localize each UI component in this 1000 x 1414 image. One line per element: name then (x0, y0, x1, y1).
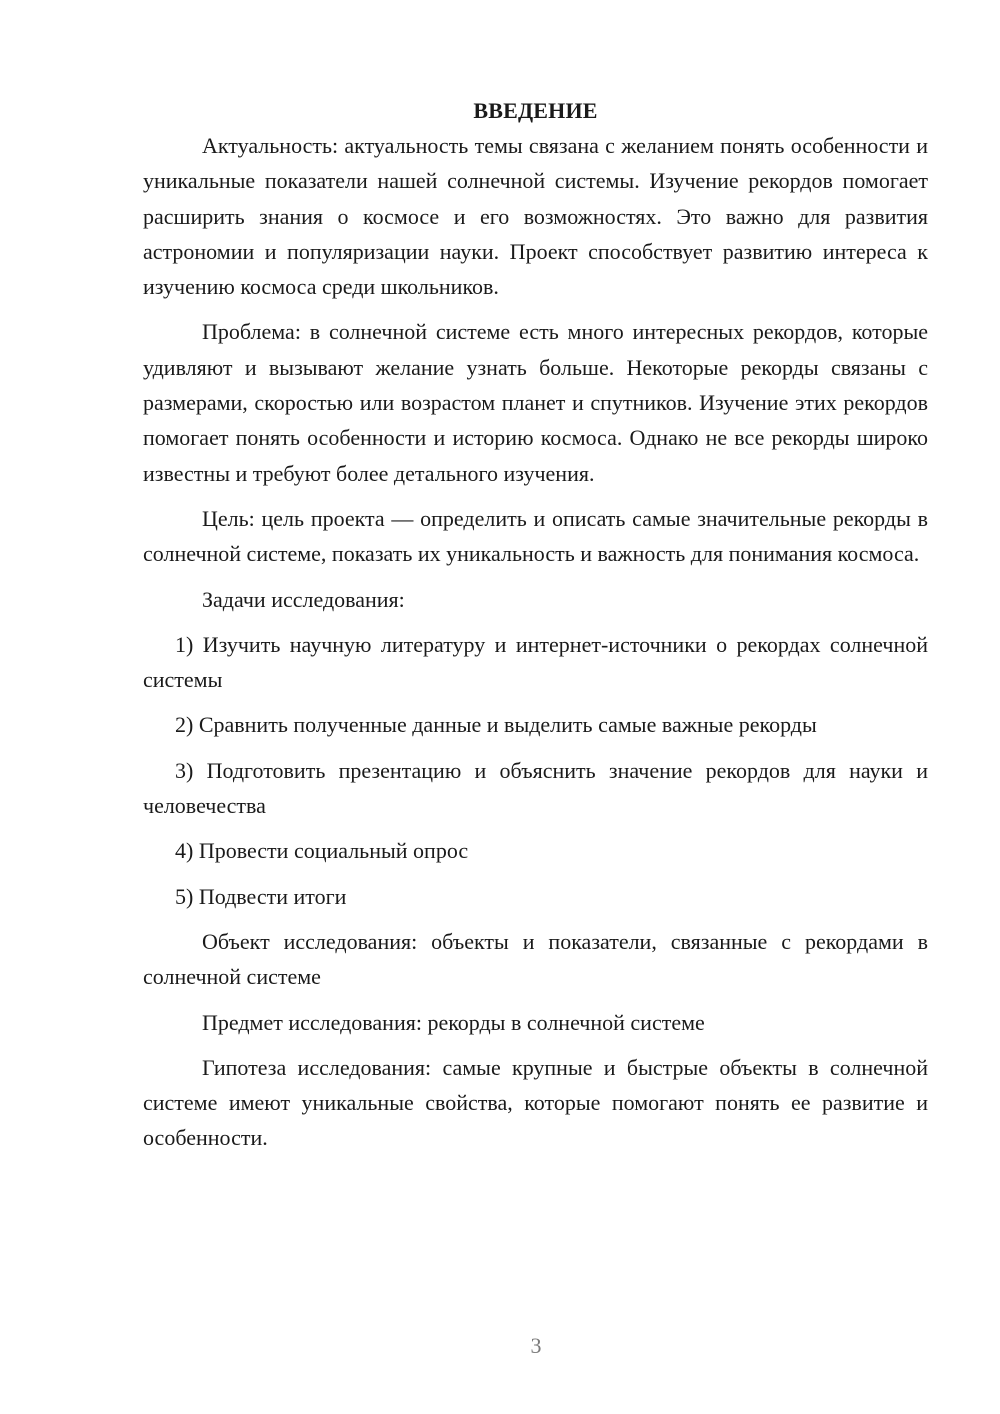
goal-paragraph: Цель: цель проекта — определить и описать самые значительные рекорды в солнечной системе, показать их уникальность и важность для понимания космоса. (143, 505, 928, 567)
task-item-2: 2) Сравнить полученные данные и выделить самые важные рекорды (175, 712, 817, 738)
relevance-paragraph: Актуальность: актуальность темы связана с желанием понять особенности и уникальные показатели нашей солнечной системы. Изучение рекордов помогает расширить знания о космосе и его возможностях. Это важно для развития астрономии и популяризации науки. Проект способствует развитию интереса к изучению космоса среди школьников. (143, 133, 928, 300)
page-content (143, 93, 928, 1166)
hypothesis-paragraph: Гипотеза исследования: самые крупные и быстрые объекты в солнечной системе имеют уникальные свойства, которые помогают понять ее развитие и особенности. (143, 1054, 928, 1151)
task-item-4: 4) Провести социальный опрос (175, 838, 469, 864)
object-paragraph: Объект исследования: объекты и показатели, связанные с рекордами в солнечной системе (143, 928, 928, 990)
task-item-1: 1) Изучить научную литературу и интернет-источники о рекордах солнечной системы (143, 631, 928, 693)
problem-paragraph: Проблема: в солнечной системе есть много интересных рекордов, которые удивляют и вызывают желание узнать больше. Некоторые рекорды связаны с размерами, скоростью или возрастом планет и спутников. Изучение этих рекордов помогает понять особенности и историю космоса. Однако не все рекорды широко известны и требуют более детального изучения. (143, 319, 928, 486)
task-item-5: 5) Подвести итоги (175, 883, 347, 909)
page-number: 3 (530, 1333, 542, 1358)
subject-paragraph: Предмет исследования: рекорды в солнечной системе (202, 1009, 705, 1035)
tasks-heading: Задачи исследования: (202, 586, 405, 612)
section-title: ВВЕДЕНИЕ (473, 98, 598, 123)
task-item-3: 3) Подготовить презентацию и объяснить значение рекордов для науки и человечества (143, 757, 928, 819)
